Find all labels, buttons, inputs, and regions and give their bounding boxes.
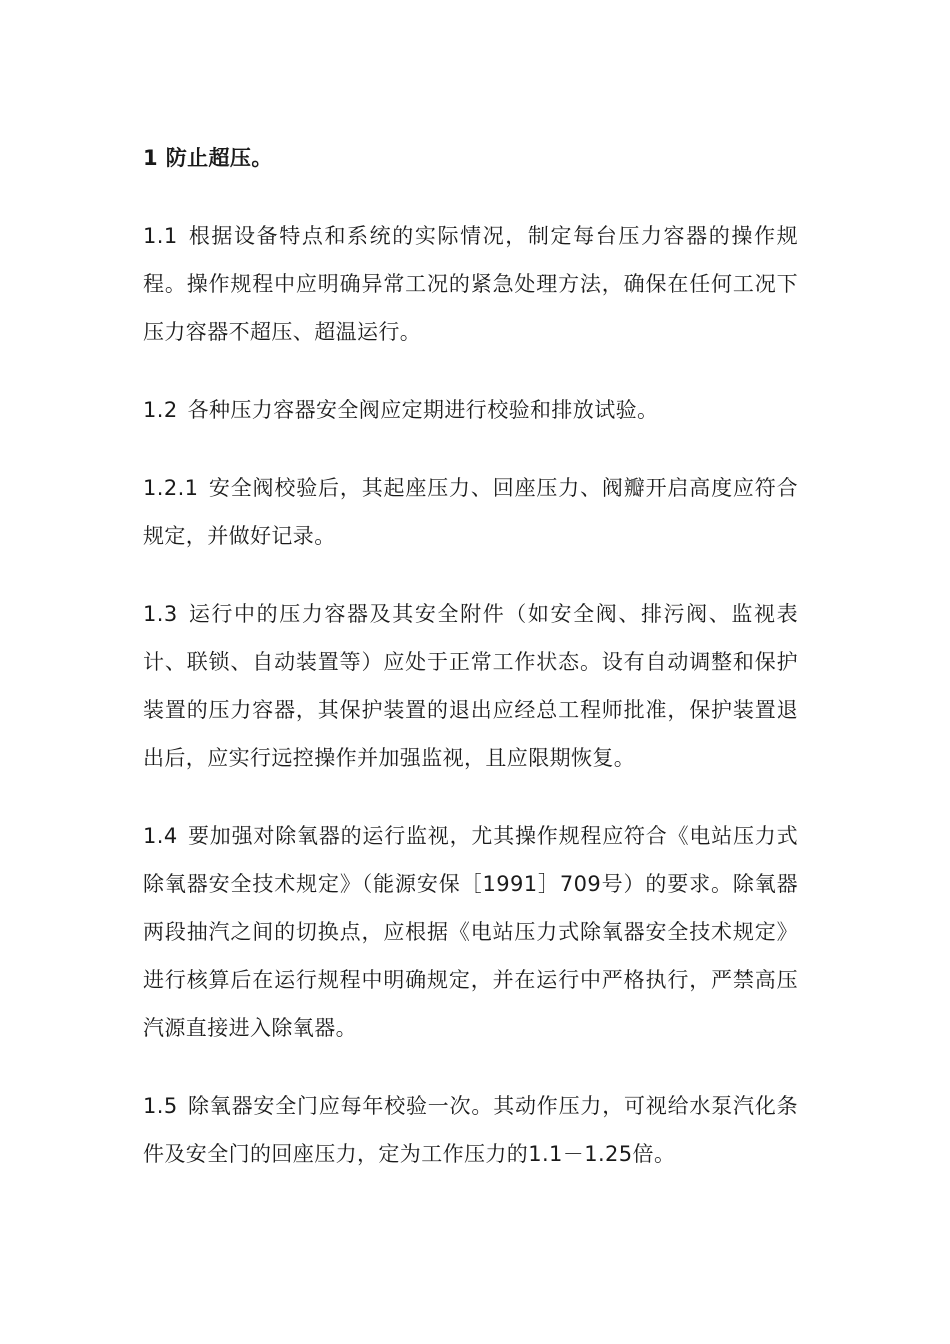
clause-number: 1.5 [143, 1094, 178, 1118]
clause-number: 1.3 [143, 602, 178, 626]
paragraph-1-4 [143, 812, 798, 1052]
clause-number: 1.1 [143, 224, 178, 248]
clause-text: 运行中的压力容器及其安全附件（如安全阀、排污阀、监视表计、联锁、自动装置等）应处于正常工作状态。设有自动调整和保护装置的压力容器，其保护装置的退出应经总工程师批准，保护装置退出后，应实行远控操作并加强监视，且应限期恢复。 [143, 602, 798, 770]
clause-text: 各种压力容器安全阀应定期进行校验和排放试验。 [187, 398, 659, 422]
paragraph-1-3 [143, 590, 798, 782]
clause-text: 要加强对除氧器的运行监视，尤其操作规程应符合《电站压力式除氧器安全技术规定》（能源安保［1991］709号）的要求。除氧器两段抽汽之间的切换点，应根据《电站压力式除氧器安全技术规定》进行核算后在运行规程中明确规定，并在运行中严格执行，严禁高压汽源直接进入除氧器。 [143, 824, 798, 1040]
clause-text: 安全阀校验后，其起座压力、回座压力、阀瓣开启高度应符合规定，并做好记录。 [143, 476, 798, 548]
clause-number: 1.4 [143, 824, 178, 848]
paragraph-1-2-1 [143, 464, 798, 560]
paragraph-1-2 [143, 386, 798, 434]
paragraph-1-5 [143, 1082, 798, 1178]
clause-text: 除氧器安全门应每年校验一次。其动作压力，可视给水泵汽化条件及安全门的回座压力，定为工作压力的1.1－1.25倍。 [143, 1094, 798, 1166]
clause-text: 根据设备特点和系统的实际情况，制定每台压力容器的操作规程。操作规程中应明确异常工况的紧急处理方法，确保在任何工况下压力容器不超压、超温运行。 [143, 224, 798, 344]
clause-number: 1.2.1 [143, 476, 199, 500]
clause-number: 1.2 [143, 398, 178, 422]
section-heading: 1 防止超压。 [143, 146, 273, 170]
paragraph-1-1 [143, 212, 798, 356]
document-body [143, 134, 798, 1208]
